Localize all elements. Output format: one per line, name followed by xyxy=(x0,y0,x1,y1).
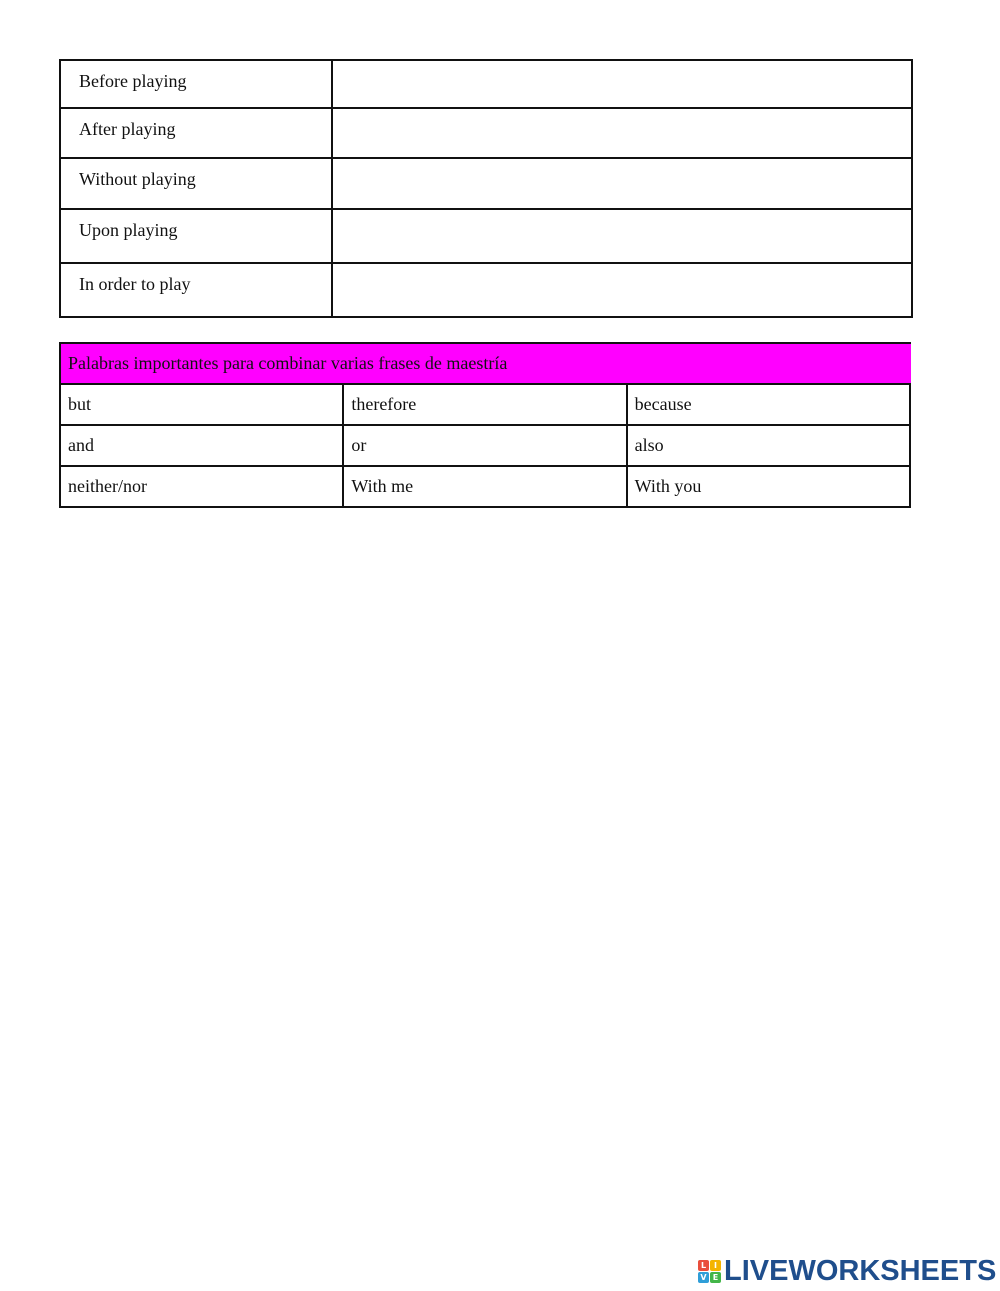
answer-cell[interactable] xyxy=(332,158,912,209)
word-cell: because xyxy=(627,384,910,425)
answer-cell[interactable] xyxy=(332,263,912,317)
logo-mark-letter: V xyxy=(698,1272,709,1283)
verb-phrase-table xyxy=(59,59,913,318)
logo-mark-letter: L xyxy=(698,1260,709,1271)
table-row xyxy=(60,384,910,425)
answer-text[interactable] xyxy=(333,109,911,119)
phrase-label-cell xyxy=(60,263,332,317)
table-row xyxy=(60,158,912,209)
phrase-label: Upon playing xyxy=(79,220,178,240)
answer-cell[interactable] xyxy=(332,108,912,158)
table-header-row xyxy=(60,343,910,384)
phrase-label: Before playing xyxy=(79,71,187,91)
answer-text[interactable] xyxy=(333,159,911,169)
phrase-label: Without playing xyxy=(79,169,196,189)
phrase-label-cell xyxy=(60,209,332,263)
table-row xyxy=(60,60,912,108)
phrase-label-cell xyxy=(60,158,332,209)
word-cell: therefore xyxy=(343,384,626,425)
liveworksheets-logo[interactable] xyxy=(698,1256,996,1286)
table-row xyxy=(60,209,912,263)
word-cell: also xyxy=(627,425,910,466)
logo-mark-letter: E xyxy=(710,1272,721,1283)
answer-cell[interactable] xyxy=(332,60,912,108)
phrase-label: After playing xyxy=(79,119,176,139)
logo-text: LIVEWORKSHEETS xyxy=(724,1255,997,1287)
phrase-label: In order to play xyxy=(79,274,191,294)
liveworksheets-logo-icon xyxy=(698,1260,721,1283)
table-row xyxy=(60,466,910,507)
word-cell: With you xyxy=(627,466,910,507)
table-row xyxy=(60,108,912,158)
table-row xyxy=(60,263,912,317)
answer-text[interactable] xyxy=(333,61,911,71)
table-row xyxy=(60,425,910,466)
word-cell: With me xyxy=(343,466,626,507)
table-header: Palabras importantes para combinar varias frases de maestría xyxy=(60,343,910,384)
answer-cell[interactable] xyxy=(332,209,912,263)
logo-mark-letter: I xyxy=(710,1260,721,1271)
word-cell: and xyxy=(60,425,343,466)
word-cell: but xyxy=(60,384,343,425)
phrase-label-cell xyxy=(60,108,332,158)
connector-words-table xyxy=(59,342,911,508)
word-cell: or xyxy=(343,425,626,466)
phrase-label-cell xyxy=(60,60,332,108)
word-cell: neither/nor xyxy=(60,466,343,507)
answer-text[interactable] xyxy=(333,210,911,220)
answer-text[interactable] xyxy=(333,264,911,274)
